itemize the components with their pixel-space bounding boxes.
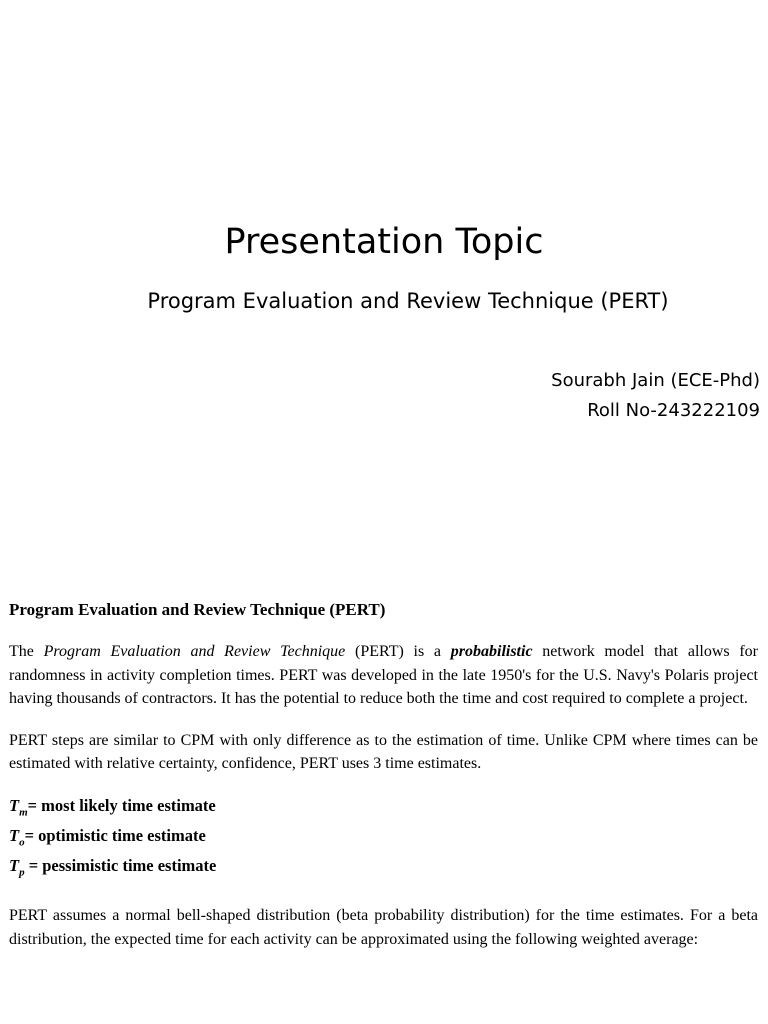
author-name: Sourabh Jain (ECE-Phd) <box>551 370 760 391</box>
definition-text: = pessimistic time estimate <box>24 856 217 876</box>
intro-bold-term: probabilistic <box>450 643 533 660</box>
definition-optimistic <box>9 824 758 854</box>
time-estimate-definitions <box>9 794 758 885</box>
definition-subscript: o <box>19 836 25 849</box>
intro-paragraph <box>9 640 758 711</box>
definition-pessimistic <box>9 854 758 884</box>
distribution-paragraph: PERT assumes a normal bell-shaped distribution (beta probability distribution) for the time estimates. For a beta distribution, the expected time for each activity can be approximated using the following weighted average: <box>9 907 758 948</box>
definition-text: = most likely time estimate <box>27 795 216 815</box>
definition-most-likely <box>9 794 758 824</box>
definition-subscript: p <box>19 866 25 879</box>
definition-text: = optimistic time estimate <box>24 825 206 845</box>
intro-italic-term: Program Evaluation and Review Technique <box>43 643 346 660</box>
slide-subtitle: Program Evaluation and Review Technique (PERT) <box>147 289 669 313</box>
roll-number: Roll No-243222109 <box>587 400 760 421</box>
author-block <box>551 366 760 426</box>
intro-text-2: (PERT) is a <box>345 643 451 660</box>
intro-text-3: network model that allows for randomness in activity completion times. PERT was developed in the late 1950's for the U.S. Navy's Polaris project having thousands of contractors. It has the potential to reduce both the time and cost required to complete a project. <box>9 643 759 707</box>
document-heading: Program Evaluation and Review Technique (PERT) <box>9 600 386 619</box>
document-excerpt <box>9 598 758 969</box>
definition-symbol: T <box>9 795 20 815</box>
steps-paragraph: PERT steps are similar to CPM with only difference as to the estimation of time. Unlike CPM where times can be estimated with relative certainty, confidence, PERT uses 3 time estimates. <box>9 731 758 772</box>
slide-title: Presentation Topic <box>224 222 544 262</box>
definition-subscript: m <box>19 805 28 818</box>
definition-symbol: T <box>9 856 20 876</box>
definition-symbol: T <box>9 825 20 845</box>
intro-text-1: The <box>9 643 44 660</box>
